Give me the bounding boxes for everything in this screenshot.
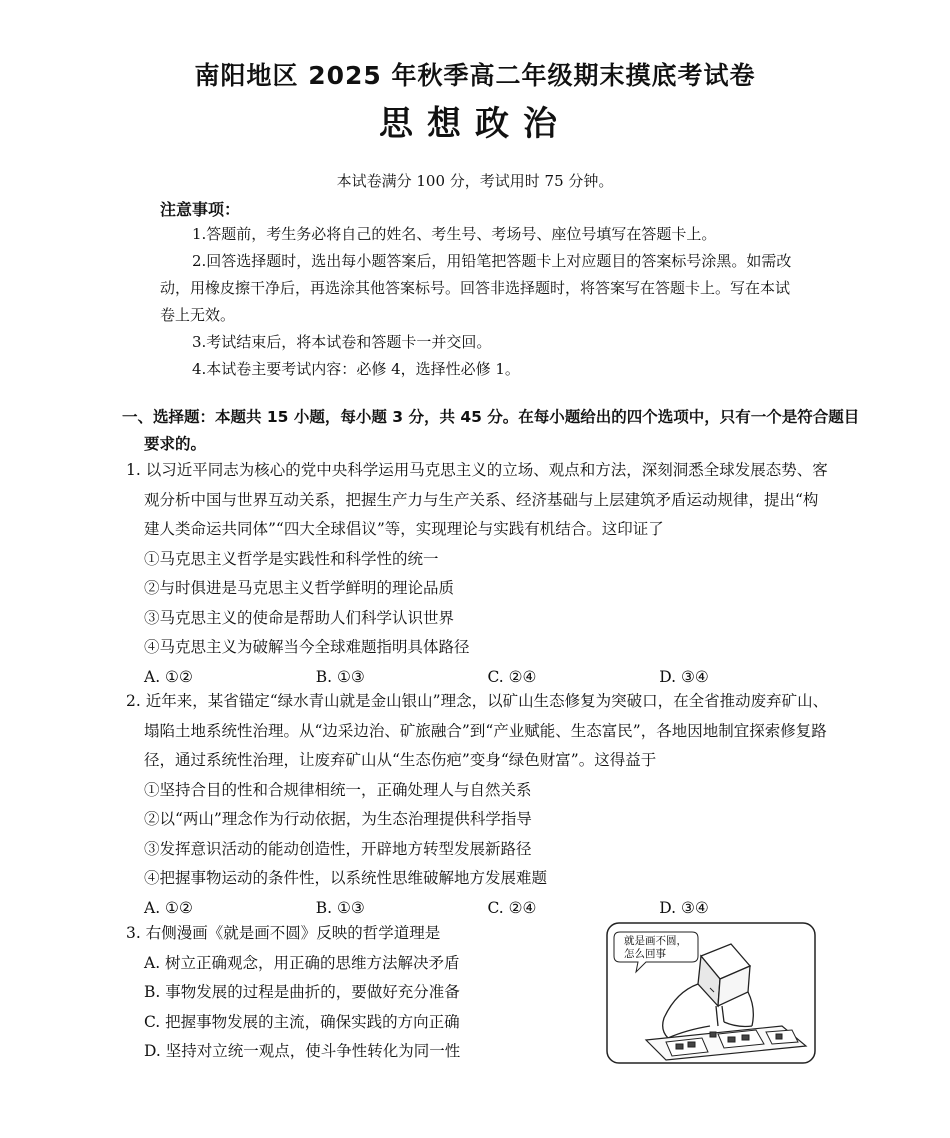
statement-item: ④马克思主义为破解当今全球难题指明具体路径 bbox=[144, 638, 470, 656]
option-b: B. 事物发展的过程是曲折的，要做好充分准备 bbox=[144, 983, 460, 1001]
choice-b: B. ①③ bbox=[315, 898, 365, 917]
exam-title: 南阳地区 2025 年秋季高二年级期末摸底考试卷 bbox=[194, 61, 756, 90]
subject-title: 思想政治 bbox=[379, 104, 571, 144]
statement-item: ①马克思主义哲学是实践性和科学性的统一 bbox=[144, 549, 439, 568]
notice-item: 4.本试卷主要考试内容：必修 4，选择性必修 1。 bbox=[192, 360, 520, 378]
statement-item: ②与时俱进是马克思主义哲学鲜明的理论品质 bbox=[144, 579, 455, 597]
question-2 bbox=[126, 687, 831, 923]
statement-item: ③发挥意识活动的能动创造性，开辟地方转型发展新路径 bbox=[144, 839, 532, 858]
option-a: A. 树立正确观念，用正确的思维方法解决矛盾 bbox=[144, 953, 460, 972]
choice-c: C. ②④ bbox=[487, 898, 537, 917]
statement-item: ②以“两山”理念作为行动依据，为生态治理提供科学指导 bbox=[144, 810, 532, 828]
question-3 bbox=[126, 919, 606, 1067]
statement-item: ③马克思主义的使命是帮助人们科学认识世界 bbox=[144, 608, 455, 627]
choice-d: D. ③④ bbox=[659, 667, 709, 686]
question-1 bbox=[126, 456, 831, 692]
choice-a: A. ①② bbox=[144, 667, 193, 686]
notice-heading: 注意事项： bbox=[160, 200, 241, 219]
speech-text-2: 怎么回事 bbox=[624, 948, 666, 960]
statement-item: ①坚持合目的性和合规律相统一，正确处理人与自然关系 bbox=[144, 780, 532, 799]
notice-list bbox=[160, 221, 800, 383]
choice-a: A. ①② bbox=[144, 898, 193, 917]
choice-c: C. ②④ bbox=[487, 667, 537, 686]
notice-item: 2.回答选择题时，选出每小题答案后，用铅笔把答题卡上对应题目的答案标号涂黑。如需改动，用橡皮擦干净后，再选涂其他答案标号。回答非选择题时，将答案写在答题卡上。写在本试卷上无效。 bbox=[160, 252, 792, 324]
notice-item: 3.考试结束后，将本试卷和答题卡一并交回。 bbox=[192, 333, 492, 351]
question-stem: 2. 近年来，某省锚定“绿水青山就是金山银山”理念，以矿山生态修复为突破口，在全省推动废弃矿山、塌陷土地系统性治理。从“边采边治、矿旅融合”到“产业赋能、生态富民”，各地因地制宜探索修复路径，通过系统性治理，让废弃矿山从“生态伤疤”变身“绿色财富”。这得益于 bbox=[126, 692, 829, 769]
cartoon-illustration bbox=[606, 922, 816, 1064]
speech-text-1: 就是画不圆， bbox=[624, 935, 687, 947]
option-d: D. 坚持对立统一观点，使斗争性转化为同一性 bbox=[144, 1042, 461, 1060]
choice-d: D. ③④ bbox=[659, 898, 709, 917]
notice-item: 1.答题前，考生务必将自己的姓名、考生号、考场号、座位号填写在答题卡上。 bbox=[192, 225, 717, 243]
exam-info: 本试卷满分 100 分，考试用时 75 分钟。 bbox=[336, 172, 614, 190]
section-heading: 一、选择题：本题共 15 小题，每小题 3 分，共 45 分。在每小题给出的四个选项中，只有一个是符合题目要求的。 bbox=[122, 408, 860, 453]
option-c: C. 把握事物发展的主流，确保实践的方向正确 bbox=[144, 1012, 460, 1031]
question-stem: 3. 右侧漫画《就是画不圆》反映的哲学道理是 bbox=[126, 924, 441, 942]
choice-b: B. ①③ bbox=[315, 667, 365, 686]
statement-item: ④把握事物运动的条件性，以系统性思维破解地方发展难题 bbox=[144, 869, 548, 887]
question-stem: 1. 以习近平同志为核心的党中央科学运用马克思主义的立场、观点和方法，深刻洞悉全球发展态势、客观分析中国与世界互动关系，把握生产力与生产关系、经济基础与上层建筑矛盾运动规律，提出“构建人类命运共同体”“四大全球倡议”等，实现理论与实践有机结合。这印证了 bbox=[126, 461, 828, 538]
